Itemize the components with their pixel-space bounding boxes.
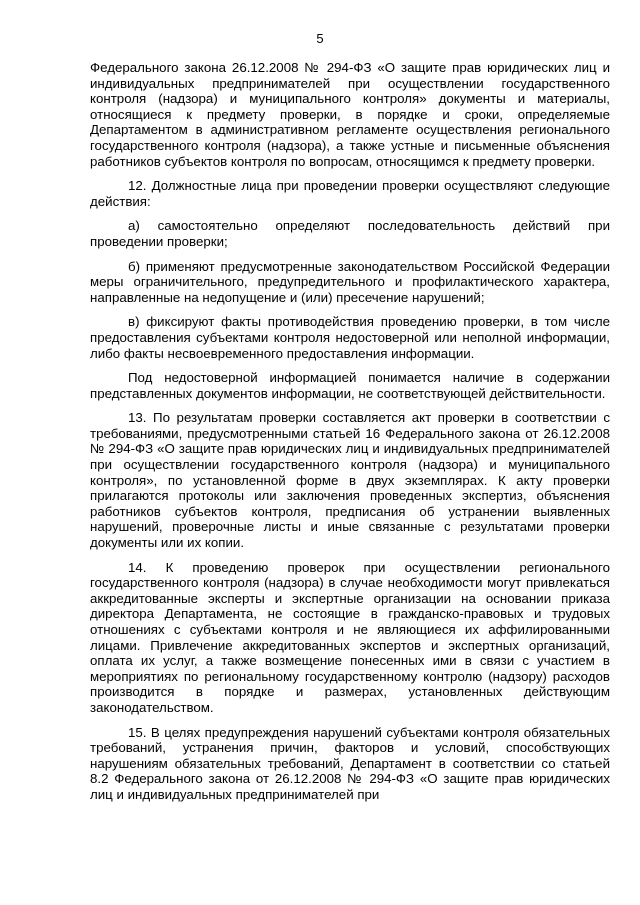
paragraph-12-v: в) фиксируют факты противодействия проведению проверки, в том числе предоставления субъектами контроля недостоверной или неполной информации, либо факты несвоевременного предоставления информации.: [90, 314, 610, 361]
paragraph-definition: Под недостоверной информацией понимается наличие в содержании представленных документов информации, не соответствующей действительности.: [90, 370, 610, 401]
paragraph-12: 12. Должностные лица при проведении проверки осуществляют следующие действия:: [90, 178, 610, 209]
paragraph-15: 15. В целях предупреждения нарушений субъектами контроля обязательных требований, устранения причин, факторов и условий, способствующих нарушениям обязательных требований, Департамент в соответствии со статьей 8.2 Федерального закона от 26.12.2008 № 294-ФЗ «О защите прав юридических лиц и индивидуальных предпринимателей при: [90, 724, 610, 802]
paragraph-12-a: а) самостоятельно определяют последовательность действий при проведении проверки;: [90, 218, 610, 249]
paragraph-continued: Федерального закона 26.12.2008 № 294-ФЗ «О защите прав юридических лиц и индивидуальных предпринимателей при осуществлении государственного контроля (надзора) и муниципального контроля» документы и материалы, относящиеся к предмету проверки, в порядке и сроки, определяемые Департаментом в административном регламенте осуществления регионального государственного контроля (надзора), а также устные и письменные объяснения работников субъектов контроля по вопросам, относящимся к предмету проверки.: [90, 60, 610, 169]
document-body: [90, 60, 610, 812]
page-number: 5: [316, 31, 324, 46]
paragraph-14: 14. К проведению проверок при осуществлении регионального государственного контроля (надзора) в случае необходимости могут привлекаться аккредитованные эксперты и экспертные организации на основании приказа директора Департамента, не состоящие в гражданско-правовых и трудовых отношениях с субъектами контроля и не являющиеся их аффилированными лицами. Привлечение аккредитованных экспертов и экспертных организаций, оплата их услуг, а также возмещение понесенных ими в связи с участием в мероприятиях по региональному государственному контролю (надзору) расходов производится в порядке и размерах, установленных действующим законодательством.: [90, 559, 610, 715]
paragraph-12-b: б) применяют предусмотренные законодательством Российской Федерации меры ограничительного, предупредительного и профилактического характера, направленные на недопущение и (или) пресечение нарушений;: [90, 258, 610, 305]
paragraph-13: 13. По результатам проверки составляется акт проверки в соответствии с требованиями, предусмотренными статьей 16 Федерального закона от 26.12.2008 № 294-ФЗ «О защите прав юридических лиц и индивидуальных предпринимателей при осуществлении государственного контроля (надзора) и муниципального контроля», по установленной форме в двух экземплярах. К акту проверки прилагаются протоколы или заключения проведенных экспертиз, объяснения работников субъектов контроля, предписания об устранении выявленных нарушений, проверочные листы и иные связанные с результатами проверки документы или их копии.: [90, 410, 610, 551]
